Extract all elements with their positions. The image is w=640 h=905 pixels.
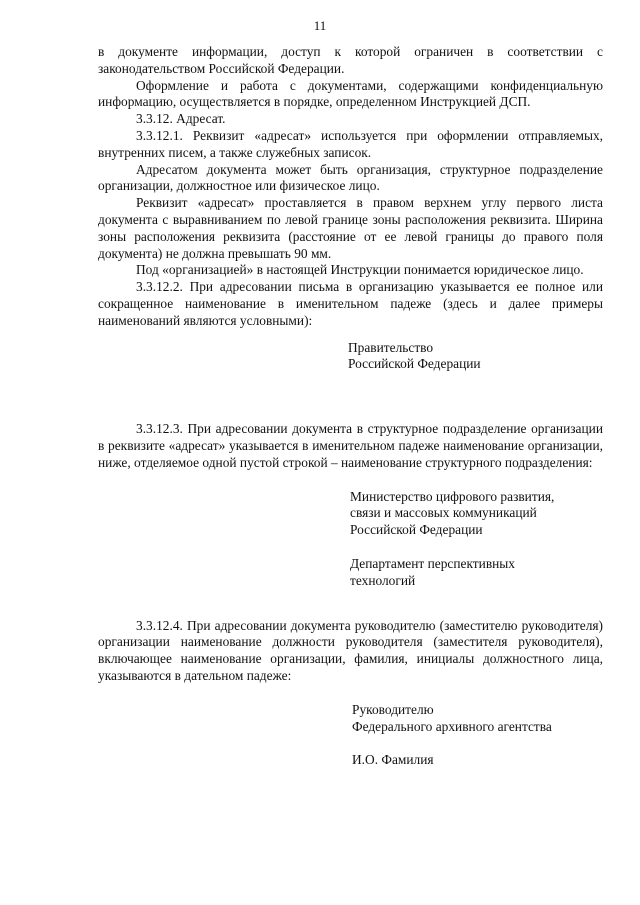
paragraph-placement: Реквизит «адресат» проставляется в правом верхнем углу первого листа документа с выравниванием по левой границе зоны расположения реквизита. Ширина зоны расположения реквизита (расстояние от ее левой границы до правого поля документа) не должна превышать 90 мм. [98, 195, 603, 261]
paragraph-organization-definition: Под «организацией» в настоящей Инструкции понимается юридическое лицо. [136, 262, 584, 278]
example-line: Российской Федерации [350, 522, 483, 538]
example-signature-name: И.О. Фамилия [352, 752, 434, 768]
example-address-head [352, 702, 603, 769]
example-line: Руководителю [352, 701, 434, 717]
example-line: Правительство [348, 339, 434, 355]
section-heading-addressee: 3.3.12. Адресат. [136, 111, 226, 127]
paragraph-addressee-types: Адресатом документа может быть организация, структурное подразделение организации, должностное или физическое лицо. [98, 161, 603, 194]
example-address-ministry [350, 489, 603, 590]
example-line: технологий [350, 572, 416, 588]
example-line: Министерство цифрового развития, [350, 488, 555, 504]
paragraph-3-3-12-1: 3.3.12.1. Реквизит «адресат» используется при оформлении отправляемых, внутренних писем, а также служебных записок. [98, 127, 603, 160]
paragraph-3-3-12-3: 3.3.12.3. При адресовании документа в структурное подразделение организации в реквизите «адресат» указывается в именительном падеже наименование организации, ниже, отделяемое одной пустой строкой – наименование структурного подразделения: [98, 421, 603, 470]
example-line: Федерального архивного агентства [352, 718, 552, 734]
example-line: Департамент перспективных [350, 555, 515, 571]
paragraph-3-3-12-4: 3.3.12.4. При адресовании документа руководителю (заместителю руководителя) организации наименование должности руководителя (заместителя руководителя), включающее наименование организации, фамилия, инициалы должностного лица, указываются в дательном падеже: [98, 617, 603, 683]
example-address-government [348, 340, 603, 374]
paragraph-3-3-12-2: 3.3.12.2. При адресовании письма в организацию указывается ее полное или сокращенное наименование в именительном падеже (здесь и далее примеры наименований являются условными): [98, 279, 603, 328]
paragraph-confidential: Оформление и работа с документами, содержащими конфиденциальную информацию, осуществляется в порядке, определенном Инструкцией ДСП. [98, 77, 603, 110]
example-line: Российской Федерации [348, 356, 481, 372]
page-number: 11 [313, 18, 327, 33]
document-body [98, 44, 603, 769]
paragraph-continuation: в документе информации, доступ к которой ограничен в соответствии с законодательством Российской Федерации. [98, 44, 603, 76]
example-line: связи и массовых коммуникаций [350, 505, 537, 521]
